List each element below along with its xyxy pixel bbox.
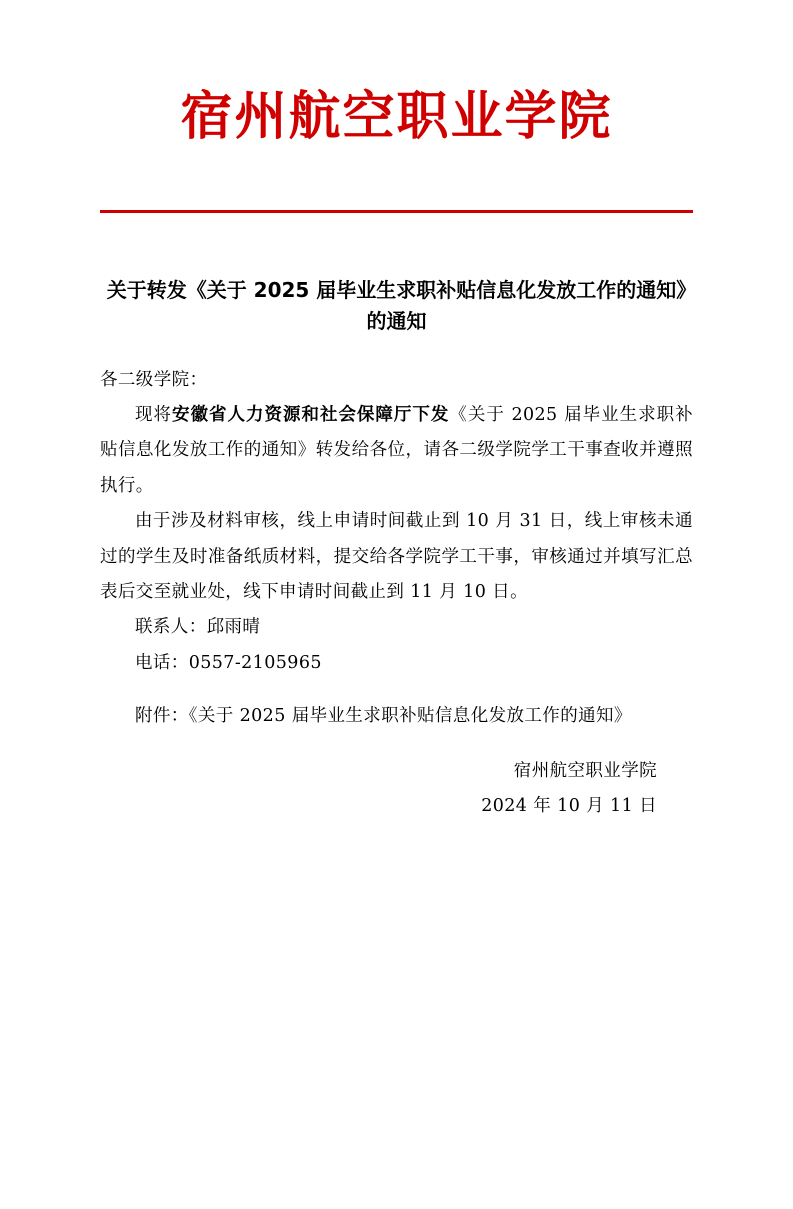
paragraph-2: 由于涉及材料审核，线上申请时间截止到 10 月 31 日，线上审核未通过的学生及时准备纸质材料，提交给各学院学工干事，审核通过并填写汇总表后交至就业处，线下申请时间截止到 11 月 10 日。 [100,511,693,602]
signature-block [100,754,693,824]
document-body [100,363,693,734]
paragraph-1-suffix: 《关于 2025 届毕业生求职补贴信息化发放工作的通知》转发给各位，请各二级学院学工干事查收并遵照执行。 [100,405,693,496]
attachment-line: 附件：《关于 2025 届毕业生求职补贴信息化发放工作的通知》 [135,705,632,726]
contact-phone: 电话：0557-2105965 [135,652,322,673]
document-page [0,88,793,1209]
contact-person: 联系人：邱雨晴 [135,617,261,638]
institution-name: 宿州航空职业学院 [180,87,613,147]
signature-date: 2024 年 10 月 11 日 [481,796,657,817]
paragraph-spacer [100,681,693,699]
masthead-divider [100,210,693,213]
salutation: 各二级学院： [100,369,208,390]
signer-name: 宿州航空职业学院 [513,761,657,782]
document-title: 关于转发《关于 2025 届毕业生求职补贴信息化发放工作的通知》的通知 [106,277,687,333]
paragraph-1-prefix: 现将 [135,405,172,426]
paragraph-1-emphasis: 安徽省人力资源和社会保障厅下发 [172,405,450,426]
document-masthead [100,88,693,213]
paragraph-1 [100,398,693,504]
